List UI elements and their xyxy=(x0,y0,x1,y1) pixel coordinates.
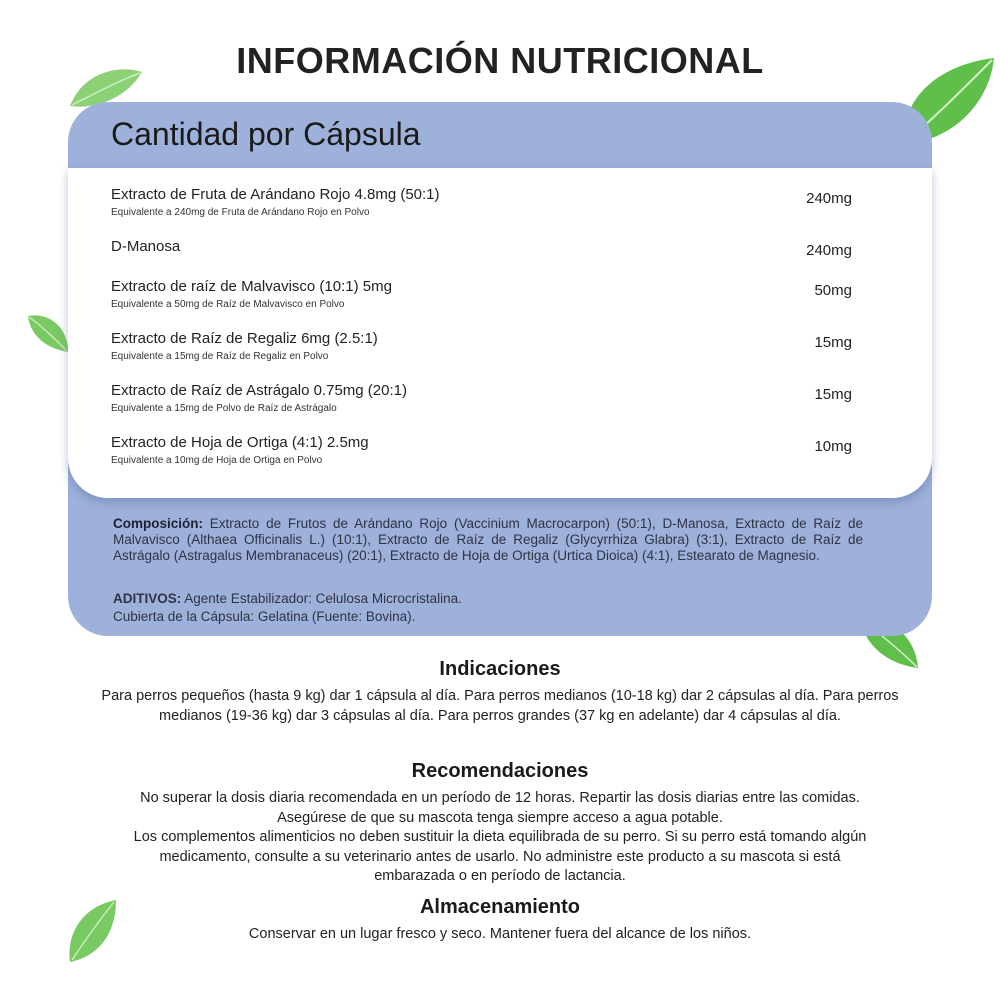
nutrient-name: Extracto de Fruta de Arándano Rojo 4.8mg (50:1) xyxy=(111,186,440,203)
nutrient-equivalence: Equivalente a 10mg de Hoja de Ortiga en Polvo xyxy=(111,455,323,466)
additives-label: ADITIVOS: xyxy=(113,591,182,606)
nutrient-panel xyxy=(68,168,932,498)
nutrient-amount: 15mg xyxy=(814,334,852,351)
additives-body: Agente Estabilizador: Celulosa Microcristalina. xyxy=(181,591,462,606)
nutrient-amount: 50mg xyxy=(814,282,852,299)
nutrient-name: Extracto de Raíz de Astrágalo 0.75mg (20:1) xyxy=(111,382,407,399)
nutrient-amount: 240mg xyxy=(806,242,852,259)
nutrient-name: D-Manosa xyxy=(111,238,181,255)
almacenamiento-text: Conservar en un lugar fresco y seco. Mantener fuera del alcance de los niños. xyxy=(248,926,752,942)
nutrient-amount: 15mg xyxy=(814,386,852,403)
card-heading: Cantidad por Cápsula xyxy=(111,116,421,152)
recomendaciones-text-1: No superar la dosis diaria recomendada en un período de 12 horas. Repartir las dosis diarias entre las comidas. Asegúrese de que su mascota tenga siempre acceso a agua potable. xyxy=(140,790,860,826)
composition-text xyxy=(113,516,863,564)
capsule-text: Cubierta de la Cápsula: Gelatina (Fuente: Bovina). xyxy=(113,609,416,624)
recomendaciones-heading: Recomendaciones xyxy=(411,760,589,782)
indicaciones-heading: Indicaciones xyxy=(439,658,561,680)
nutrient-name: Extracto de Hoja de Ortiga (4:1) 2.5mg xyxy=(111,434,369,451)
nutrient-equivalence: Equivalente a 240mg de Fruta de Arándano Rojo en Polvo xyxy=(111,207,370,218)
page-title: INFORMACIÓN NUTRICIONAL xyxy=(236,40,764,81)
nutrient-name: Extracto de Raíz de Regaliz 6mg (2.5:1) xyxy=(111,330,378,347)
nutrient-amount: 240mg xyxy=(806,190,852,207)
composition-label: Composición: xyxy=(113,516,203,531)
nutrient-name: Extracto de raíz de Malvavisco (10:1) 5mg xyxy=(111,278,392,295)
additives-text xyxy=(113,590,863,626)
indicaciones-text: Para perros pequeños (hasta 9 kg) dar 1 cápsula al día. Para perros medianos (10-18 kg) dar 2 cápsulas al día. Para perros medianos (19-36 kg) dar 3 cápsulas al día. Para perros grandes (37 kg en adelante) dar 4 cápsulas al día. xyxy=(101,688,899,724)
recomendaciones-section xyxy=(130,760,870,887)
composition-body: Extracto de Frutos de Arándano Rojo (Vaccinium Macrocarpon) (50:1), D-Manosa, Extracto de Raíz de Malvavisco (Althaea Officinalis L.) (10:1), Extracto de Raíz de Regaliz (Glycyrrhiza Glabra) (3:1), Extracto de Raíz de Astrágalo (Astragalus Membranaceus) (20:1), Extracto de Hoja de Ortiga (Urtica Dioica) (4:1), Estearato de Magnesio. xyxy=(113,516,863,563)
nutrient-amount: 10mg xyxy=(814,438,852,455)
nutrient-equivalence: Equivalente a 15mg de Polvo de Raíz de Astrágalo xyxy=(111,403,337,414)
indicaciones-section xyxy=(100,658,900,726)
almacenamiento-heading: Almacenamiento xyxy=(419,896,581,918)
nutrient-equivalence: Equivalente a 50mg de Raíz de Malvavisco en Polvo xyxy=(111,299,345,310)
almacenamiento-section xyxy=(100,896,900,945)
leaf-icon xyxy=(26,312,70,354)
recomendaciones-text-2: Los complementos alimenticios no deben sustituir la dieta equilibrada de su perro. Si su perro está tomando algún medicamento, consulte a su veterinario antes de usarlo. No administre este producto a su mascota si está embarazada o en período de lactancia. xyxy=(133,829,867,884)
nutrient-equivalence: Equivalente a 15mg de Raíz de Regaliz en Polvo xyxy=(111,351,329,362)
